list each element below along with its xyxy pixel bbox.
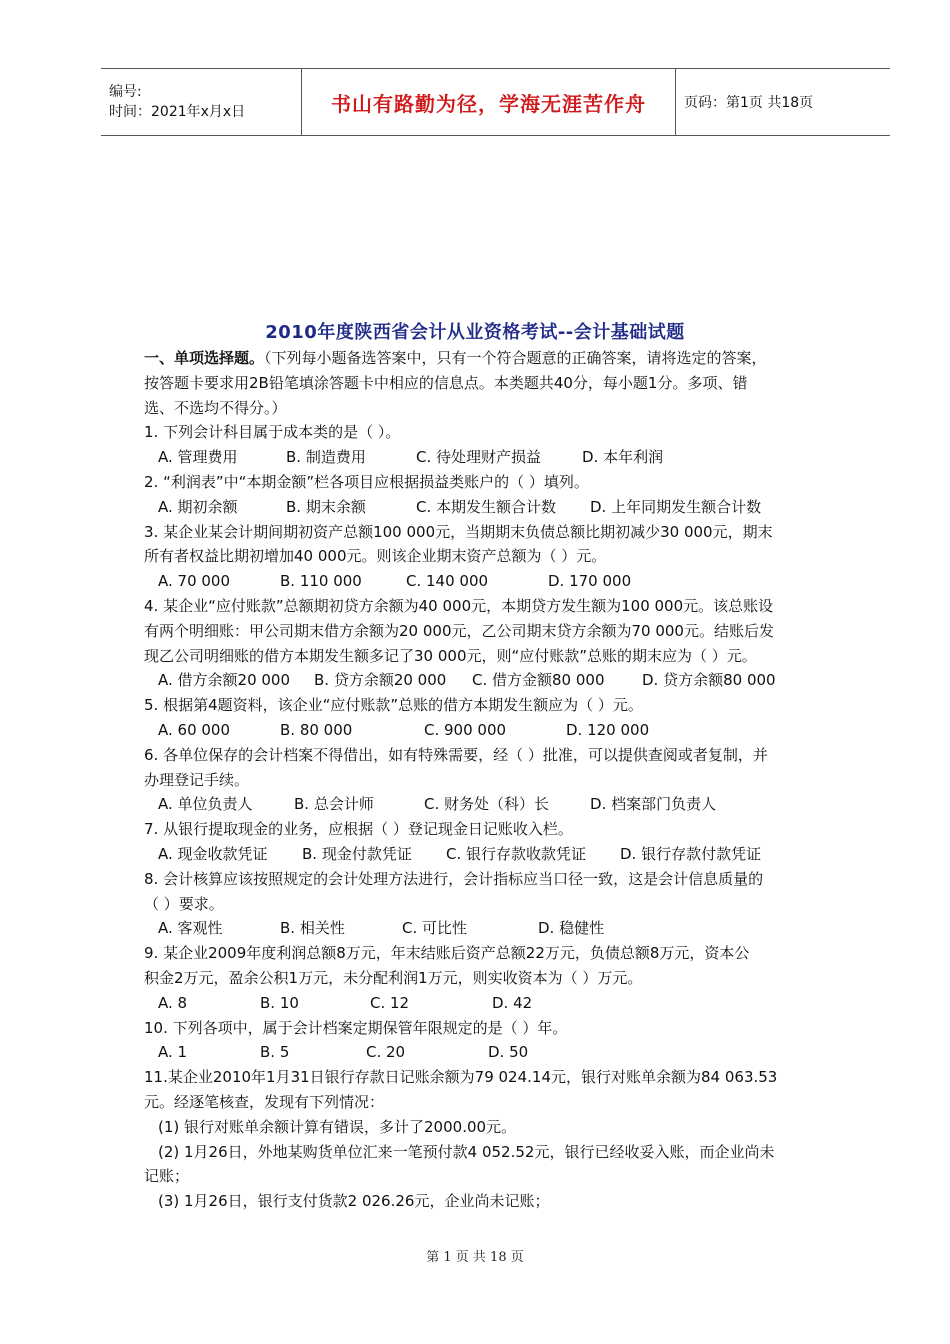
question-3-options — [144, 569, 854, 594]
question-11-item-2-cont: 记账； — [144, 1167, 190, 1186]
option-d: D. 档案部门负责人 — [590, 795, 717, 814]
option-a: A. 70 000 — [158, 572, 231, 591]
option-c: C. 本期发生额合计数 — [416, 497, 557, 516]
option-d: D. 贷方余额80 000 — [642, 671, 776, 690]
question-2: 2. “利润表”中“本期金额”栏各项目应根据损益类账户的（ ）填列。 — [144, 472, 589, 491]
exam-content — [144, 346, 854, 1214]
option-a: A. 期初余额 — [158, 497, 238, 516]
option-d: D. 本年利润 — [582, 448, 664, 467]
question-10: 10. 下列各项中，属于会计档案定期保管年限规定的是（ ）年。 — [144, 1018, 568, 1037]
option-d: D. 42 — [492, 993, 533, 1012]
section-instructions-2: 按答题卡要求用2B铅笔填涂答题卡中相应的信息点。本类题共40分，每小题1分。多项、错 — [144, 373, 748, 392]
question-4-line-1: 4. 某企业“应付账款”总额期初贷方余额为40 000元，本期贷方发生额为100 000元。该总账设 — [144, 596, 774, 615]
header-page-info: 页码：第1页 共18页 — [684, 95, 814, 111]
question-4-line-2: 有两个明细账：甲公司期末借方余额为20 000元，乙公司期末贷方余额为70 000元。结账后发 — [144, 621, 774, 640]
option-d: D. 170 000 — [548, 572, 632, 591]
option-c: C. 银行存款收款凭证 — [446, 844, 587, 863]
question-4-options — [144, 668, 854, 693]
option-c: C. 12 — [370, 993, 410, 1012]
question-11-item-1: (1) 银行对账单余额计算有错误，多计了2000.00元。 — [158, 1117, 517, 1136]
question-4-line-3: 现乙公司明细账的借方本期发生额多记了30 000元，则“应付账款”总账的期末应为（ ）元。 — [144, 646, 757, 665]
question-9-line-2: 积金2万元，盈余公积1万元，未分配利润1万元，则实收资本为（ ）万元。 — [144, 968, 643, 987]
question-1: 1. 下列会计科目属于成本类的是（ ）。 — [144, 423, 401, 442]
section-instructions: （下列每小题备选答案中，只有一个符合题意的正确答案，请将选定的答案， — [264, 349, 767, 367]
option-d: D. 上年同期发生额合计数 — [590, 497, 762, 516]
option-b: B. 贷方余额20 000 — [314, 671, 447, 690]
option-b: B. 制造费用 — [286, 448, 366, 467]
question-10-options — [144, 1040, 854, 1065]
question-6-options — [144, 792, 854, 817]
option-d: D. 稳健性 — [538, 919, 605, 938]
page-footer: 第 1 页 共 18 页 — [426, 1250, 524, 1265]
option-a: A. 管理费用 — [158, 448, 238, 467]
option-b: B. 110 000 — [280, 572, 362, 591]
header-meta — [101, 69, 302, 135]
option-b: B. 现金付款凭证 — [302, 844, 412, 863]
option-a: A. 1 — [158, 1043, 188, 1062]
question-8-line-2: （ ）要求。 — [144, 894, 224, 913]
page-header — [101, 68, 890, 136]
option-d: D. 银行存款付款凭证 — [620, 844, 762, 863]
question-11-line-2: 元。经逐笔核查，发现有下列情况： — [144, 1092, 385, 1111]
question-11-item-2: (2) 1月26日，外地某购货单位汇来一笔预付款4 052.52元，银行已经收妥入账，而企业尚未 — [158, 1142, 775, 1161]
section-intro — [144, 346, 854, 371]
option-b: B. 总会计师 — [294, 795, 374, 814]
option-a: A. 借方余额20 000 — [158, 671, 291, 690]
document-title: 2010年度陕西省会计从业资格考试--会计基础试题 — [265, 322, 685, 343]
option-b: B. 5 — [260, 1043, 290, 1062]
option-b: B. 相关性 — [280, 919, 345, 938]
option-c: C. 借方金额80 000 — [472, 671, 605, 690]
option-a: A. 单位负责人 — [158, 795, 253, 814]
question-11-line-1: 11.某企业2010年1月31日银行存款日记账余额为79 024.14元，银行对账单余额为84 063.53 — [144, 1068, 778, 1087]
section-heading: 一、单项选择题。 — [144, 349, 265, 367]
question-9-line-1: 9. 某企业2009年度利润总额8万元，年末结账后资产总额22万元，负债总额8万元，资本公 — [144, 944, 750, 963]
option-b: B. 10 — [260, 993, 299, 1012]
option-c: C. 财务处（科）长 — [424, 795, 550, 814]
option-c: C. 900 000 — [424, 720, 507, 739]
option-b: B. 80 000 — [280, 720, 353, 739]
time-label: 时间：2021年x月x日 — [109, 104, 246, 120]
question-8-options — [144, 916, 854, 941]
option-a: A. 客观性 — [158, 919, 223, 938]
motto: 书山有路勤为径，学海无涯苦作舟 — [331, 91, 646, 116]
option-b: B. 期末余额 — [286, 497, 366, 516]
question-7: 7. 从银行提取现金的业务，应根据（ ）登记现金日记账收入栏。 — [144, 820, 573, 839]
question-8-line-1: 8. 会计核算应该按照规定的会计处理方法进行，会计指标应当口径一致，这是会计信息质量的 — [144, 869, 764, 888]
option-a: A. 8 — [158, 993, 188, 1012]
question-11-item-3: (3) 1月26日，银行支付货款2 026.26元，企业尚未记账； — [158, 1192, 550, 1211]
option-c: C. 可比性 — [402, 919, 468, 938]
question-2-options — [144, 495, 854, 520]
question-3-line-2: 所有者权益比期初增加40 000元。则该企业期末资产总额为（ ）元。 — [144, 547, 607, 566]
header-motto-cell — [302, 69, 676, 135]
option-a: A. 60 000 — [158, 720, 231, 739]
question-5: 5. 根据第4题资料，该企业“应付账款”总账的借方本期发生额应为（ ）元。 — [144, 696, 643, 715]
question-6-line-1: 6. 各单位保存的会计档案不得借出，如有特殊需要，经（ ）批准，可以提供查阅或者复制，并 — [144, 745, 768, 764]
option-d: D. 50 — [488, 1043, 529, 1062]
section-instructions-3: 选、不选均不得分。） — [144, 398, 287, 417]
option-c: C. 20 — [366, 1043, 406, 1062]
question-9-options — [144, 991, 854, 1016]
question-5-options — [144, 718, 854, 743]
question-7-options — [144, 842, 854, 867]
question-3-line-1: 3. 某企业某会计期间期初资产总额100 000元，当期期末负债总额比期初减少30 000元，期末 — [144, 522, 773, 541]
option-c: C. 待处理财产损益 — [416, 448, 542, 467]
option-c: C. 140 000 — [406, 572, 489, 591]
question-1-options — [144, 445, 854, 470]
question-6-line-2: 办理登记手续。 — [144, 770, 250, 789]
number-label: 编号: — [109, 84, 142, 100]
option-a: A. 现金收款凭证 — [158, 844, 268, 863]
option-d: D. 120 000 — [566, 720, 650, 739]
